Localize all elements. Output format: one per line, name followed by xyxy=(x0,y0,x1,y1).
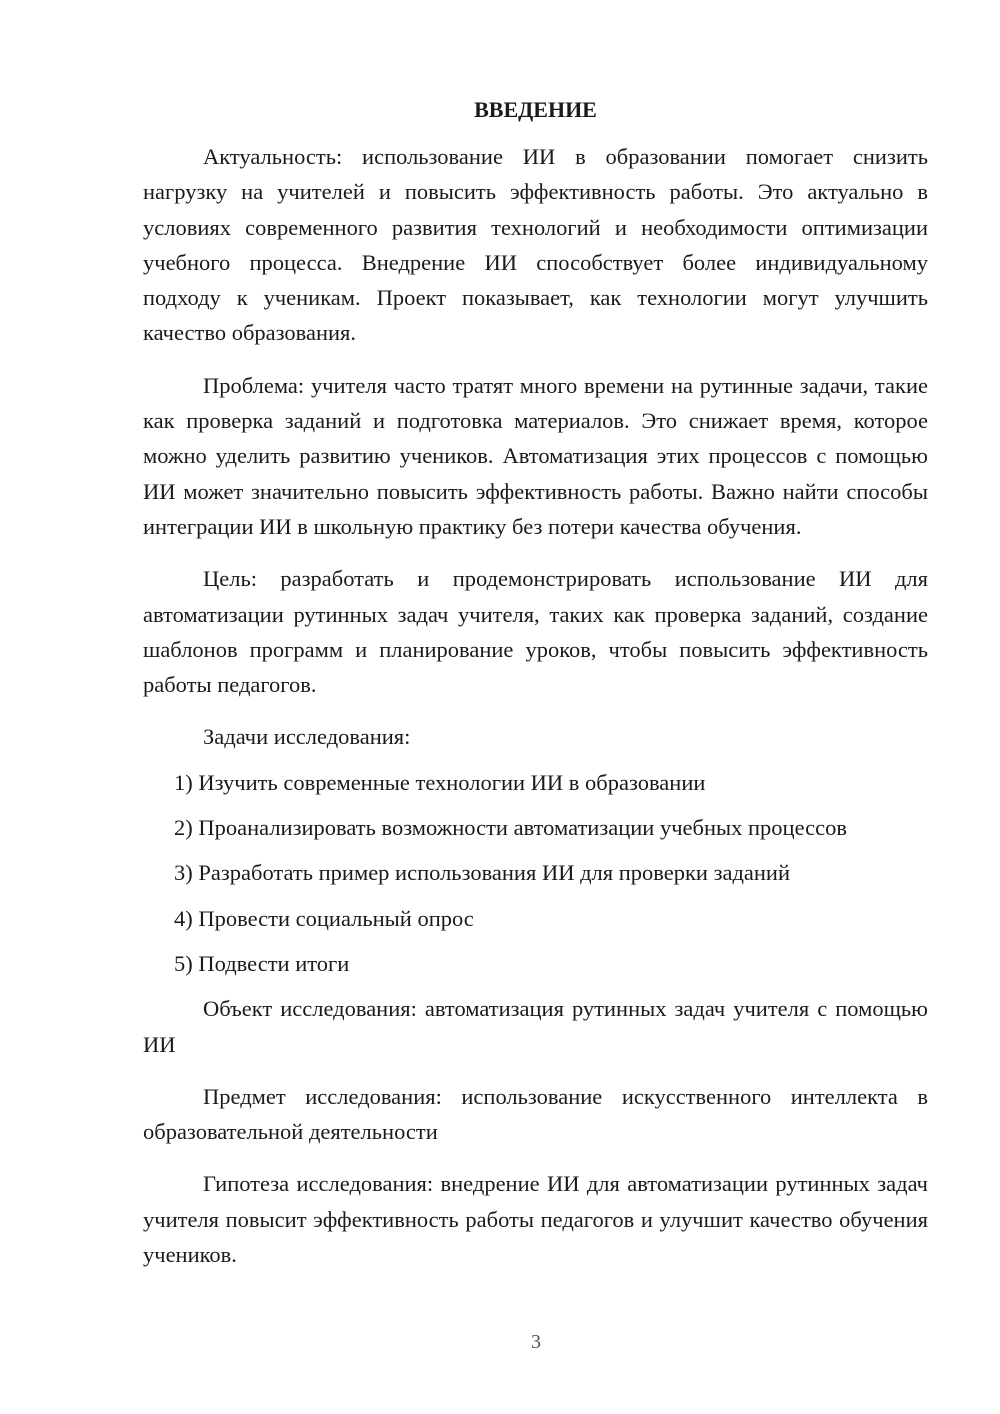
list-item: 5) Подвести итоги xyxy=(174,950,350,976)
paragraph-subject: Предмет исследования: использование искусственного интеллекта в образовательной деятельности xyxy=(143,1083,928,1145)
tasks-list xyxy=(143,765,928,981)
paragraph-goal: Цель: разработать и продемонстрировать использование ИИ для автоматизации рутинных задач учителя, таких как проверка заданий, создание шаблонов программ и планирование уроков, чтобы повысить эффективность работы педагогов. xyxy=(143,566,928,698)
list-item: 3) Разработать пример использования ИИ для проверки заданий xyxy=(174,860,791,886)
section-title: ВВЕДЕНИЕ xyxy=(474,97,597,122)
paragraph-hypothesis: Гипотеза исследования: внедрение ИИ для автоматизации рутинных задач учителя повысит эффективность работы педагогов и улучшит качество обучения учеников. xyxy=(143,1171,928,1268)
paragraph-problem: Проблема: учителя часто тратят много времени на рутинные задачи, такие как проверка заданий и подготовка материалов. Это снижает время, которое можно уделить развитию учеников. Автоматизация этих процессов с помощью ИИ может значительно повысить эффективность работы. Важно найти способы интеграции ИИ в школьную практику без потери качества обучения. xyxy=(143,372,928,539)
paragraph-object: Объект исследования: автоматизация рутинных задач учителя с помощью ИИ xyxy=(143,996,928,1057)
page-number: 3 xyxy=(531,1331,541,1353)
list-item: 4) Провести социальный опрос xyxy=(174,905,474,931)
list-item: 1) Изучить современные технологии ИИ в образовании xyxy=(174,769,706,795)
list-item: 2) Проанализировать возможности автоматизации учебных процессов xyxy=(174,815,847,841)
paragraph-relevance: Актуальность: использование ИИ в образовании помогает снизить нагрузку на учителей и повысить эффективность работы. Это актуально в условиях современного развития технологий и необходимости оптимизации учебного процесса. Внедрение ИИ способствует более индивидуальному подходу к ученикам. Проект показывает, как технологии могут улучшить качество образования. xyxy=(143,144,928,346)
tasks-heading: Задачи исследования: xyxy=(203,724,411,750)
document-page xyxy=(143,92,928,1289)
